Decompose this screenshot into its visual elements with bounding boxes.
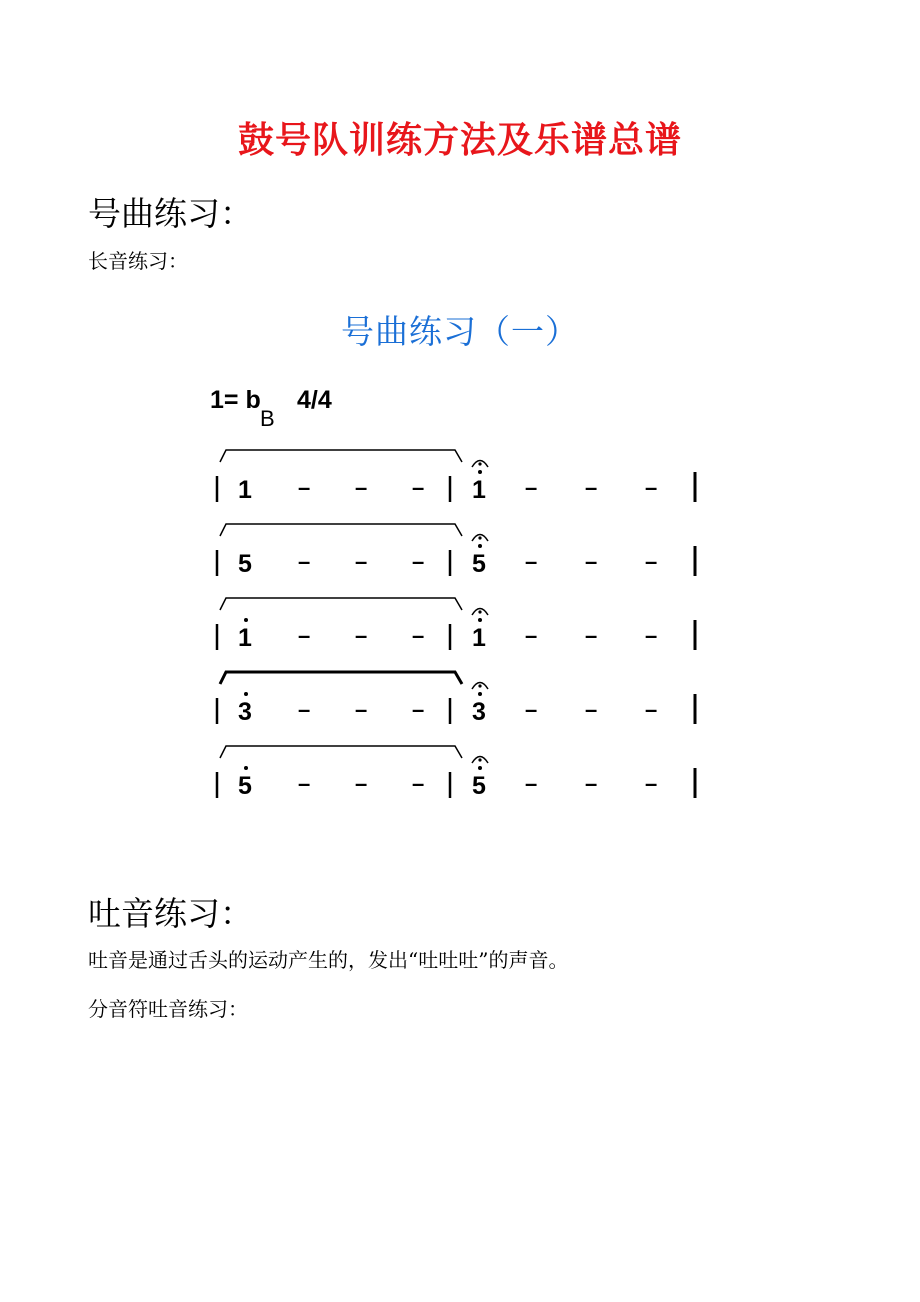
dash: – [355, 697, 368, 722]
dash: – [585, 623, 598, 648]
octave-dot [478, 618, 482, 622]
octave-dot [244, 766, 248, 770]
dash: – [298, 549, 311, 574]
numbered-notation-score [200, 378, 720, 808]
dash: – [525, 697, 538, 722]
fermata-dot [478, 758, 481, 761]
dash: – [585, 697, 598, 722]
dash: – [645, 475, 658, 500]
dash: – [585, 475, 598, 500]
dash: – [298, 623, 311, 648]
octave-dot [244, 618, 248, 622]
dash: – [298, 475, 311, 500]
dash: – [645, 549, 658, 574]
note: 1 [238, 476, 252, 504]
slur [220, 450, 462, 462]
dash: – [412, 623, 425, 648]
dash: – [412, 771, 425, 796]
octave-dot [478, 692, 482, 696]
time-signature: 4/4 [297, 386, 332, 414]
fermata-dot [478, 536, 481, 539]
dash: – [525, 771, 538, 796]
note: 5 [238, 772, 252, 800]
octave-dot [478, 766, 482, 770]
dash: – [298, 697, 311, 722]
slur [220, 598, 462, 610]
dash: – [585, 549, 598, 574]
dash: – [412, 549, 425, 574]
note: 1 [472, 624, 486, 652]
dash: – [412, 475, 425, 500]
tonguing-description: 吐音是通过舌头的运动产生的，发出“吐吐吐”的声音。 [88, 948, 569, 972]
note: 1 [472, 476, 486, 504]
dash: – [298, 771, 311, 796]
note: 1 [238, 624, 252, 652]
octave-dot [478, 544, 482, 548]
document-title: 鼓号队训练方法及乐谱总谱 [237, 119, 682, 161]
slur [220, 672, 462, 684]
dash: – [645, 623, 658, 648]
octave-dot [244, 692, 248, 696]
subheading-eighth-note-tonguing: 分音符吐音练习： [88, 997, 248, 1021]
dash: – [525, 549, 538, 574]
fermata-dot [478, 462, 481, 465]
slur [220, 524, 462, 536]
subheading-long-tone: 长音练习： [88, 249, 188, 273]
dash: – [355, 549, 368, 574]
dash: – [585, 771, 598, 796]
key-signature: 1= b [210, 386, 261, 414]
score-title: 号曲练习（一） [341, 312, 579, 351]
dash: – [412, 697, 425, 722]
key-letter: B [260, 406, 275, 431]
dash: – [355, 771, 368, 796]
note: 5 [238, 550, 252, 578]
octave-dot [478, 470, 482, 474]
section-heading-tonguing: 吐音练习： [88, 894, 253, 933]
dash: – [525, 475, 538, 500]
note: 3 [238, 698, 252, 726]
dash: – [525, 623, 538, 648]
note: 5 [472, 550, 486, 578]
section-heading-bugle-practice: 号曲练习： [88, 194, 253, 233]
dash: – [645, 771, 658, 796]
note: 3 [472, 698, 486, 726]
slur [220, 746, 462, 758]
fermata-dot [478, 610, 481, 613]
dash: – [355, 623, 368, 648]
dash: – [355, 475, 368, 500]
dash: – [645, 697, 658, 722]
fermata-dot [478, 684, 481, 687]
note: 5 [472, 772, 486, 800]
